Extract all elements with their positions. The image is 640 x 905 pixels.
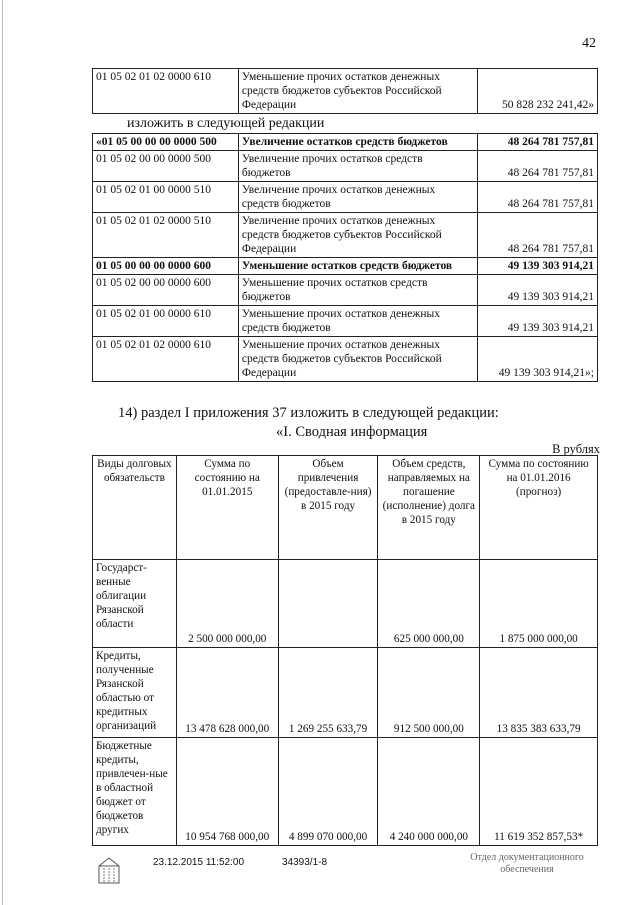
table-row [93, 306, 598, 337]
table-row [93, 258, 598, 275]
row-name: Уменьшение прочих остатков денежных средств бюджетов субъектов Российской Федерации [238, 337, 477, 382]
amount-cell: 13 478 628 000,00 [176, 648, 278, 738]
debt-summary-table [92, 455, 598, 846]
amount-cell: 1 269 255 633,79 [278, 648, 378, 738]
amount-cell: 4 240 000 000,00 [378, 738, 480, 846]
table-row [93, 560, 598, 648]
debt-type: Кредиты, полученные Рязанской областью от кредитных организаций [93, 648, 177, 738]
table-row [93, 337, 598, 382]
units-label: В рублях [552, 442, 600, 456]
amount-cell: 10 954 768 000,00 [176, 738, 278, 846]
amount-cell: 11 619 352 857,53* [480, 738, 598, 846]
row-amount: 49 139 303 914,21»; [478, 337, 598, 382]
stamp-line-1: Отдел документационного [470, 852, 584, 863]
row-amount: 49 139 303 914,21 [478, 275, 598, 306]
table-row [93, 738, 598, 846]
table-row [93, 648, 598, 738]
table-row [93, 69, 598, 114]
footer-datetime: 23.12.2015 11:52:00 [153, 857, 245, 868]
row-name: Увеличение прочих остатков денежных средств бюджетов субъектов Российской Федерации [238, 213, 477, 258]
column-header: Объем средств, направляемых на погашение (исполнение) долга в 2015 году [378, 456, 480, 560]
row-code: 01 05 02 00 00 0000 500 [93, 151, 239, 182]
section-title: «I. Сводная информация [276, 424, 428, 440]
amendment-table-previous [92, 68, 598, 114]
row-amount: 49 139 303 914,21 [478, 306, 598, 337]
row-code: 01 05 02 01 00 0000 610 [93, 306, 239, 337]
amount-cell: 625 000 000,00 [378, 560, 480, 648]
row-name: Увеличение прочих остатков денежных средств бюджетов [238, 182, 477, 213]
row-code: 01 05 02 00 00 0000 600 [93, 275, 239, 306]
sources-table [92, 133, 598, 382]
row-name: Уменьшение прочих остатков денежных средств бюджетов субъектов Российской Федерации [238, 69, 477, 114]
row-name: Уменьшение остатков средств бюджетов [238, 258, 477, 275]
row-amount: 48 264 781 757,81 [478, 182, 598, 213]
column-header: Сумма по состоянию на 01.01.2015 [176, 456, 278, 560]
amount-cell: 1 875 000 000,00 [480, 560, 598, 648]
row-code: 01 05 02 01 02 0000 610 [93, 337, 239, 382]
row-name: Уменьшение прочих остатков средств бюджетов [238, 275, 477, 306]
scan-margin-line [2, 0, 3, 905]
row-amount: 48 264 781 757,81 [478, 151, 598, 182]
debt-type: Бюджетные кредиты, привлечен-ные в областной бюджет от бюджетов других [93, 738, 177, 846]
amount-cell: 2 500 000 000,00 [176, 560, 278, 648]
row-code: 01 05 02 01 02 0000 510 [93, 213, 239, 258]
row-amount: 49 139 303 914,21 [478, 258, 598, 275]
column-header: Виды долговых обязательств [93, 456, 177, 560]
page-number: 42 [582, 36, 596, 51]
table-row [93, 182, 598, 213]
department-stamp [452, 852, 602, 876]
row-code: «01 05 00 00 00 0000 500 [93, 134, 239, 151]
row-name: Уменьшение прочих остатков денежных средств бюджетов [238, 306, 477, 337]
stamp-line-2: обеспечения [500, 864, 554, 875]
row-amount: 50 828 232 241,42» [478, 69, 598, 114]
row-code: 01 05 02 01 00 0000 510 [93, 182, 239, 213]
table-row [93, 134, 598, 151]
instruction-text: изложить в следующей редакции [127, 116, 325, 131]
table-row [93, 275, 598, 306]
amount-cell: 13 835 383 633,79 [480, 648, 598, 738]
section-heading: 14) раздел I приложения 37 изложить в следующей редакции: [118, 405, 499, 421]
row-amount: 48 264 781 757,81 [478, 134, 598, 151]
row-code: 01 05 00 00 00 0000 600 [93, 258, 239, 275]
table-row [93, 151, 598, 182]
debt-type: Государст-венные облигации Рязанской области [93, 560, 177, 648]
row-name: Увеличение прочих остатков средств бюджетов [238, 151, 477, 182]
row-amount: 48 264 781 757,81 [478, 213, 598, 258]
amount-cell: 912 500 000,00 [378, 648, 480, 738]
row-name: Увеличение остатков средств бюджетов [238, 134, 477, 151]
amount-cell [278, 560, 378, 648]
column-header: Сумма по состоянию на 01.01.2016 (прогноз) [480, 456, 598, 560]
footer-doc-number: 34393/1-8 [282, 857, 328, 868]
row-code: 01 05 02 01 02 0000 610 [93, 69, 239, 114]
table-row [93, 213, 598, 258]
column-header: Объем привлечения (предоставле-ния) в 2015 году [278, 456, 378, 560]
amount-cell: 4 899 070 000,00 [278, 738, 378, 846]
logo-emblem [96, 856, 122, 886]
